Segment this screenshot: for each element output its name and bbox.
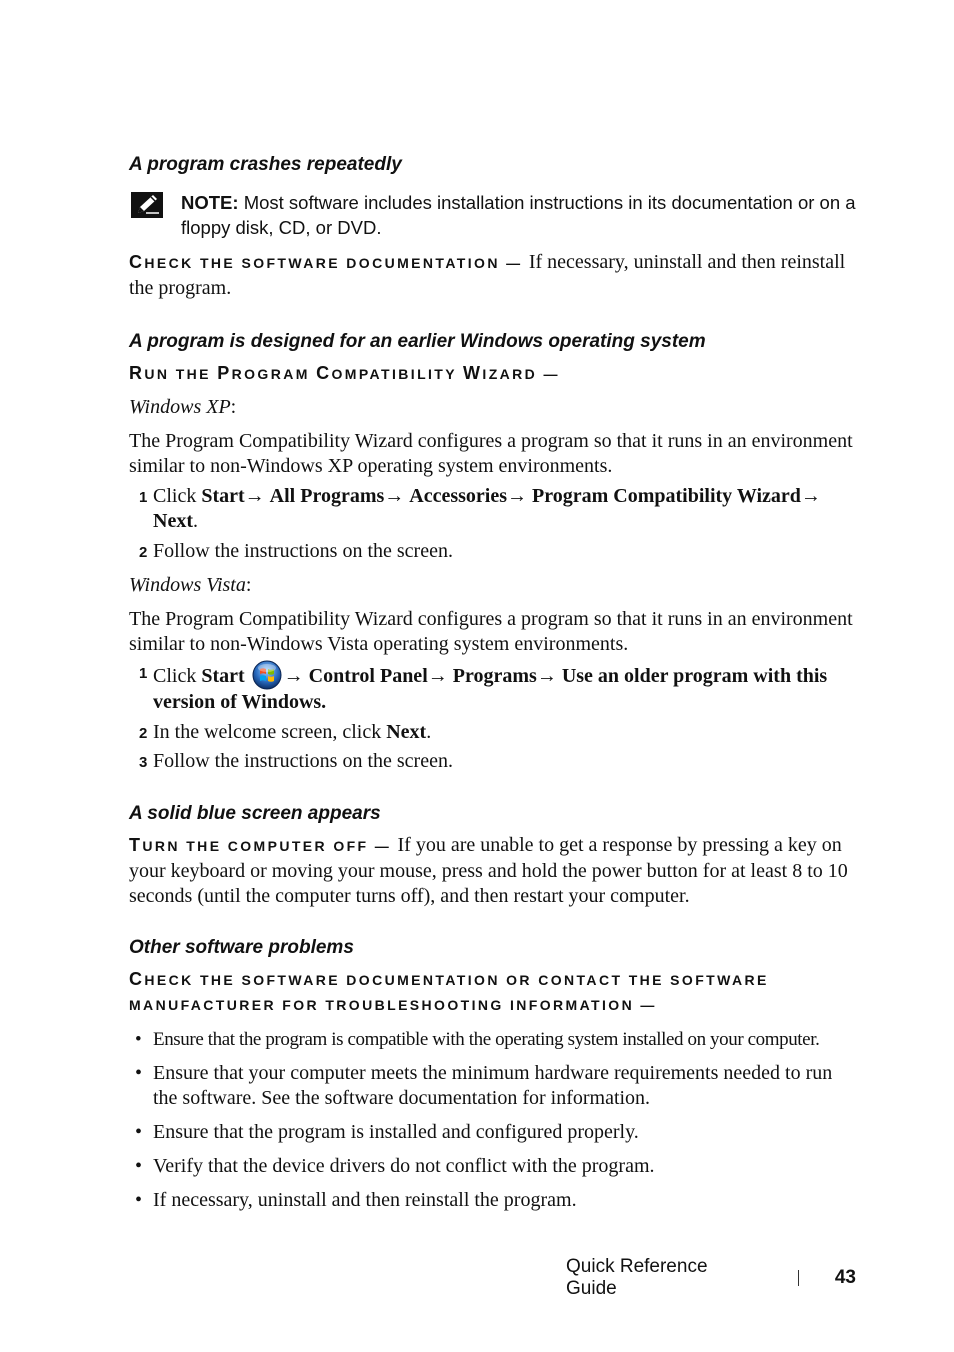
vista-step-2: 2 In the welcome screen, click Next.: [139, 721, 432, 743]
page-footer: [566, 1256, 856, 1300]
windows-start-orb-icon: [252, 660, 282, 690]
xp-step-2: 2 Follow the instructions on the screen.: [139, 540, 453, 562]
contact-manufacturer-heading: CHECK THE SOFTWARE DOCUMENTATION OR CONTACT THE SOFTWARE MANUFACTURER FOR TROUBLESHOOTING INFORMATION —: [129, 969, 769, 1013]
turn-off-body: If you are unable to get a response by pressing a key on your keyboard or moving your mouse, press and hold the power button for at least 8 to 10 seconds (until the computer turns off), and then restart your computer.: [129, 834, 848, 907]
vista-body: The Program Compatibility Wizard configures a program so that it runs in an environment similar to non-Windows Vista operating system environments.: [129, 608, 853, 655]
vista-label: Windows Vista:: [129, 574, 252, 596]
bullet-hardware: • Ensure that your computer meets the minimum hardware requirements needed to run the software. See the software documentation for information.: [135, 1062, 833, 1109]
footer-guide-title: Quick Reference Guide: [566, 1256, 708, 1299]
vista-step-1: 1 Click Start → Control Panel→ Programs→ Use an older program with this version of Windows.: [129, 660, 859, 715]
section-title-earlier-windows: A program is designed for an earlier Windows operating system: [129, 331, 706, 352]
pencil-note-icon: [131, 192, 163, 218]
compat-wizard-heading: RUN THE PROGRAM COMPATIBILITY WIZARD —: [129, 363, 560, 383]
bullet-installed: • Ensure that the program is installed and configured properly.: [135, 1121, 639, 1143]
footer-divider: [798, 1270, 799, 1286]
vista-step-3: 3 Follow the instructions on the screen.: [139, 750, 453, 772]
section-title-crashes: A program crashes repeatedly: [129, 154, 402, 175]
xp-body: The Program Compatibility Wizard configures a program so that it runs in an environment similar to non-Windows XP operating system environments.: [129, 430, 853, 477]
bullet-compatible: • Ensure that the program is compatible with the operating system installed on your computer.: [135, 1029, 820, 1050]
xp-label: Windows XP:: [129, 396, 237, 418]
note-label: NOTE:: [181, 192, 239, 213]
page-content: [129, 150, 859, 1213]
page-number: 43: [834, 1267, 856, 1288]
check-doc-heading: CHECK THE SOFTWARE DOCUMENTATION —: [129, 252, 529, 272]
xp-step-1: 1 Click Start→ All Programs→ Accessories→ Program Compatibility Wizard→ Next.: [139, 485, 821, 532]
note-text: Most software includes installation instructions in its documentation or on a floppy disk, CD, or DVD.: [181, 192, 856, 238]
start-menu-link: Start: [201, 485, 245, 507]
turn-off-heading: TURN THE COMPUTER OFF —: [129, 835, 398, 855]
section-title-blue-screen: A solid blue screen appears: [129, 803, 381, 824]
bullet-reinstall: • If necessary, uninstall and then reinstall the program.: [135, 1189, 577, 1211]
check-doc-paragraph: [129, 250, 859, 301]
bullet-drivers: • Verify that the device drivers do not conflict with the program.: [135, 1155, 655, 1177]
check-doc-body: If necessary, uninstall and then reinstall the program.: [129, 251, 846, 299]
note-box: [129, 190, 859, 240]
turn-off-paragraph: [129, 833, 859, 909]
section-title-other-problems: Other software problems: [129, 937, 354, 958]
